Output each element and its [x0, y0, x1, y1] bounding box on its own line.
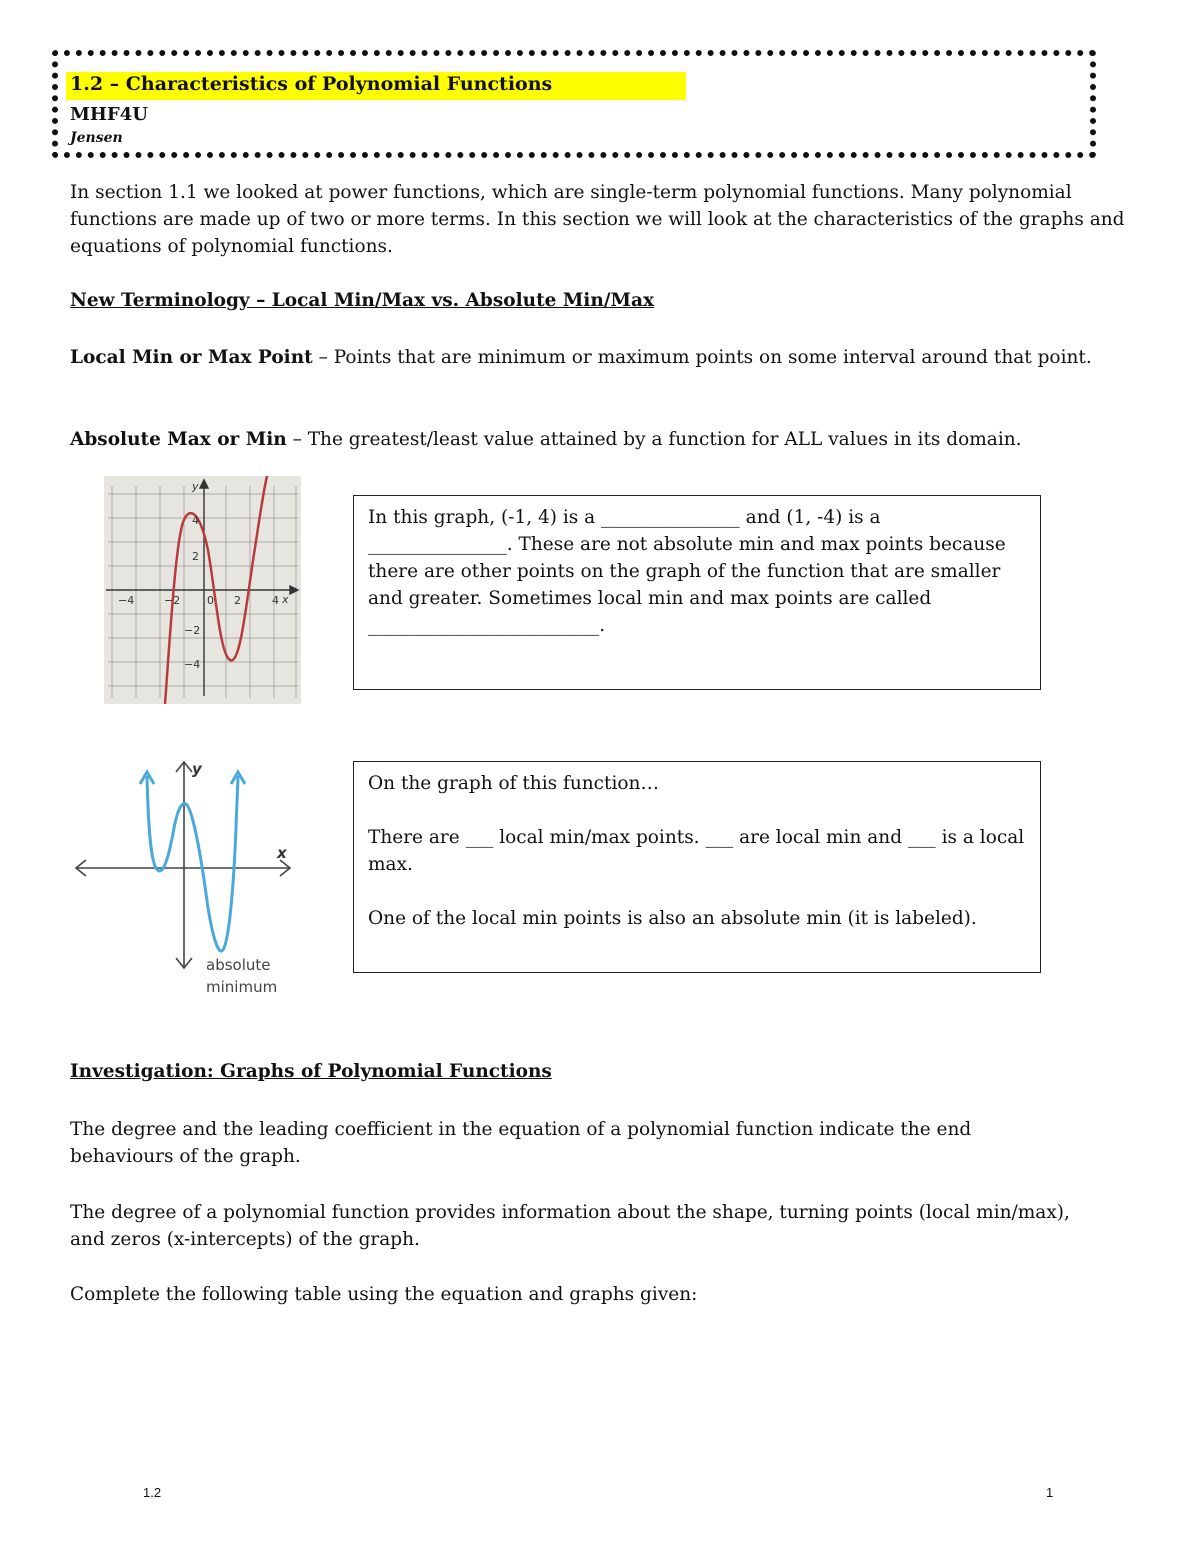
quartic-curve [147, 776, 238, 951]
box2-line1: On the graph of this function… [368, 773, 659, 794]
graph1-tick-y1: 2 [192, 550, 199, 563]
box2-line3: One of the local min points is also an absolute min (it is labeled). [368, 908, 977, 929]
local-definition-text: – Points that are minimum or maximum points on some interval around that point. [312, 347, 1092, 368]
graph1-y-label: y [192, 480, 199, 493]
investigation-paragraph-2: The degree of a polynomial function provides information about the shape, turning points (local min/max), and zeros (x-intercepts) of the graph. [70, 1202, 1070, 1250]
graph1-tick-x1: −2 [164, 594, 181, 607]
page-title: 1.2 – Characteristics of Polynomial Functions [70, 73, 553, 95]
graph1-x-label: x [282, 593, 289, 606]
graph2-annotation-line2: minimum [206, 978, 278, 996]
graph2-axes [76, 762, 290, 968]
graph1-tick-x2: 0 [207, 594, 214, 607]
page-number: 1 [1046, 1485, 1054, 1500]
intro-paragraph: In section 1.1 we looked at power functions, which are single-term polynomial functions. Many polynomial functions are made up of two or more terms. In this section we will look at the characteristics of the graphs and equations of polynomial functions. [70, 182, 1125, 257]
author-name: Jensen [70, 130, 123, 146]
axes [106, 480, 298, 696]
investigation-paragraph-1: The degree and the leading coefficient in the equation of a polynomial function indicate the end behaviours of the graph. [70, 1119, 972, 1167]
local-definition [70, 344, 1135, 371]
graph1-tick-x3: 2 [234, 594, 241, 607]
graph1-tick-y3: −4 [184, 658, 201, 671]
cubic-graph [104, 476, 301, 704]
local-points-textbox: In this graph, (-1, 4) is a _______________ and (1, -4) is a _______________. These are not absolute min and max points because there are other points on the graph of the function that are smaller and greater. Sometimes local min and max points are called _________________________. [353, 495, 1041, 690]
graph1-tick-y2: −2 [184, 624, 201, 637]
grid-lines [108, 486, 298, 698]
graph1-tick-x0: −4 [118, 594, 135, 607]
graph2-y-label: y [192, 760, 202, 778]
investigation-heading: Investigation: Graphs of Polynomial Functions [70, 1061, 552, 1082]
graph-question-textbox [353, 761, 1041, 973]
graph2-x-label: x [277, 844, 287, 862]
investigation-paragraph-3: Complete the following table using the equation and graphs given: [70, 1284, 698, 1305]
absolute-definition [70, 426, 1135, 453]
absolute-term: Absolute Max or Min [70, 429, 287, 450]
absolute-definition-text: – The greatest/least value attained by a function for ALL values in its domain. [286, 429, 1022, 450]
quartic-graph [70, 758, 296, 998]
graph2-labels [192, 760, 288, 996]
course-code: MHF4U [70, 104, 148, 125]
terminology-heading: New Terminology – Local Min/Max vs. Absolute Min/Max [70, 290, 655, 311]
box2-line2: There are ___ local min/max points. ___ are local min and ___ is a local max. [368, 827, 1025, 875]
graph2-annotation-line1: absolute [206, 956, 271, 974]
local-term: Local Min or Max Point [70, 347, 313, 368]
footer-section: 1.2 [143, 1485, 162, 1500]
graph1-tick-y0: 4 [192, 514, 199, 527]
header-dotted-border [52, 50, 1096, 158]
graph1-tick-x4: 4 [272, 594, 279, 607]
